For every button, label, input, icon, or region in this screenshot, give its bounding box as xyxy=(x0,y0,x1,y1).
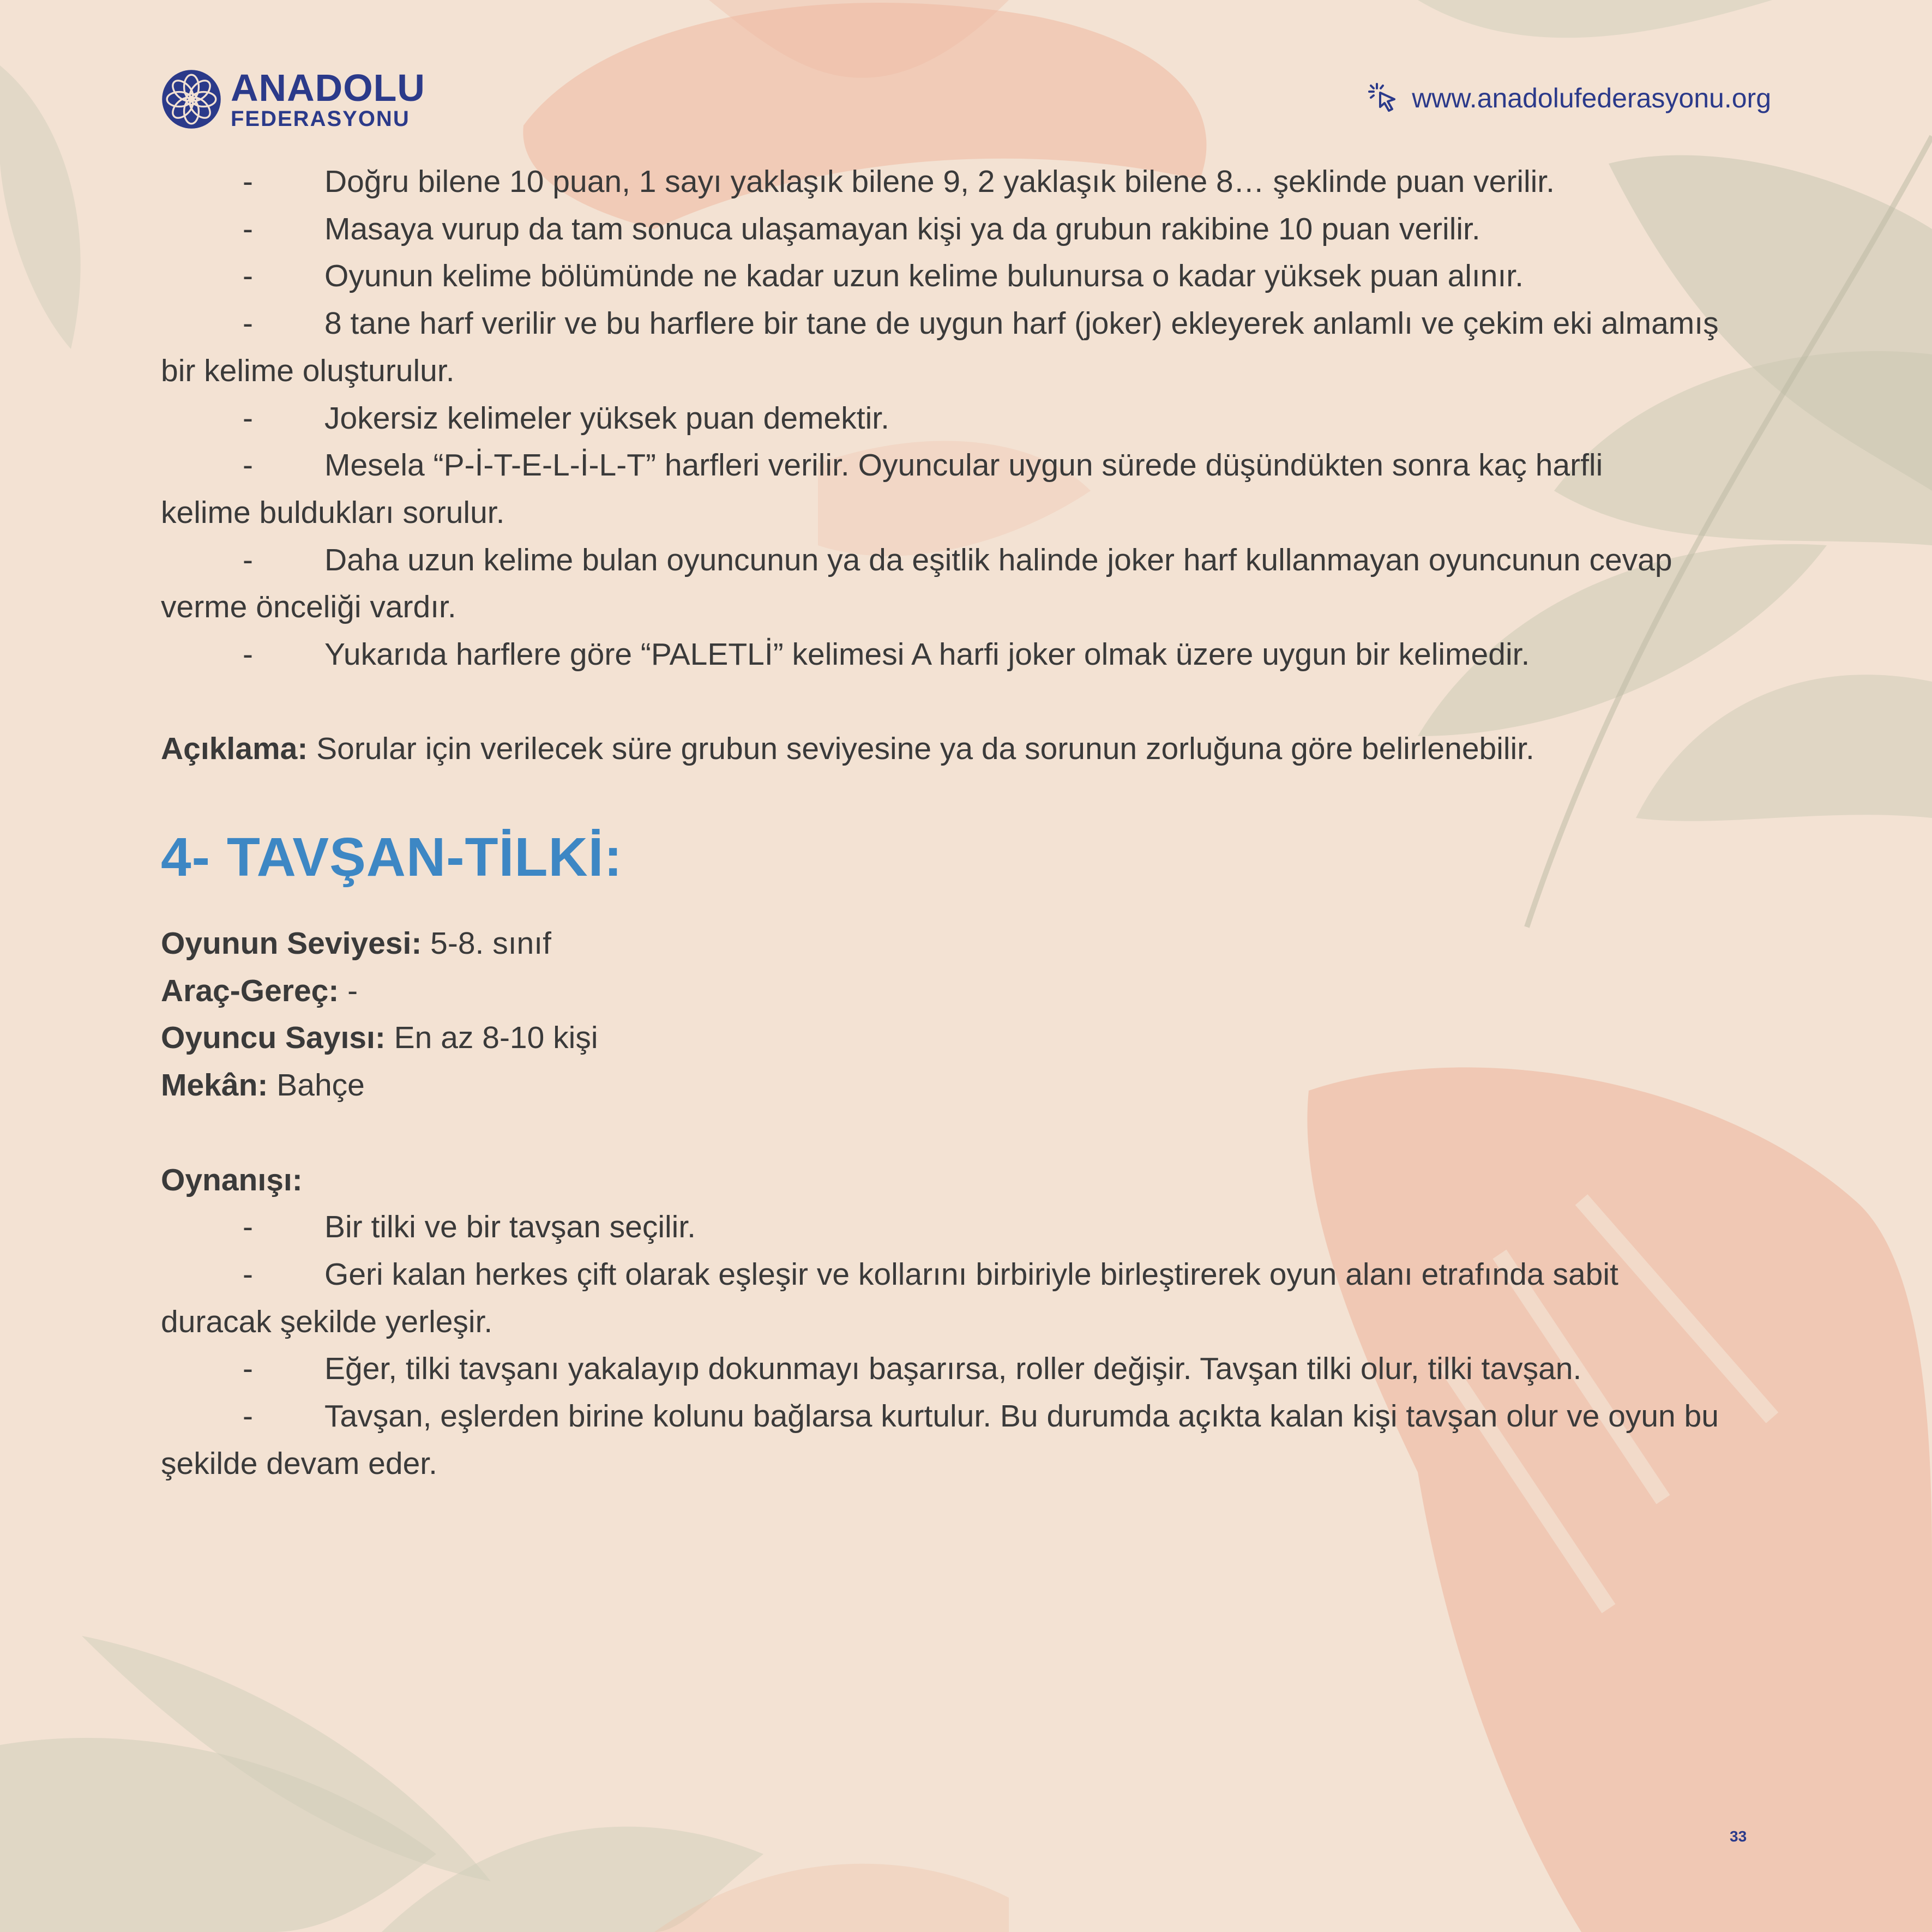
list-dash: - xyxy=(243,448,253,483)
list-item xyxy=(161,252,1775,300)
website-url[interactable]: www.anadolufederasyonu.org xyxy=(1412,83,1771,113)
info-value: Bahçe xyxy=(268,1068,365,1103)
info-row xyxy=(161,1014,1775,1062)
list-item xyxy=(161,395,1775,442)
list-dash: - xyxy=(243,1209,253,1245)
info-label: Araç-Gereç: xyxy=(161,973,339,1008)
logo-title: ANADOLU xyxy=(231,67,425,109)
list-dash: - xyxy=(243,637,253,672)
info-label: Oyuncu Sayısı: xyxy=(161,1020,386,1056)
list-item-continuation: duracak şekilde yerleşir. xyxy=(161,1304,493,1339)
spacer xyxy=(161,1109,1775,1157)
logo-subtitle: FEDERASYONU xyxy=(231,107,410,131)
list-item xyxy=(161,1393,1775,1487)
logo-emblem-icon xyxy=(161,69,222,130)
spacer xyxy=(161,678,1775,726)
list-item xyxy=(161,158,1775,206)
list-dash: - xyxy=(243,1351,253,1387)
list-item-text: Tavşan, eşlerden birine kolunu bağlarsa kurtulur. Bu durumda açıkta kalan kişi tavşan olur ve oyun bu xyxy=(324,1399,1719,1434)
info-value: En az 8-10 kişi xyxy=(385,1020,598,1056)
list-dash: - xyxy=(243,306,253,341)
list-dash: - xyxy=(243,164,253,199)
website-link[interactable] xyxy=(1367,81,1771,116)
list-item-text: Bir tilki ve bir tavşan seçilir. xyxy=(324,1209,696,1245)
list-dash: - xyxy=(243,258,253,294)
list-item-continuation: şekilde devam eder. xyxy=(161,1446,437,1481)
list-item-text: Eğer, tilki tavşanı yakalayıp dokunmayı başarırsa, roller değişir. Tavşan tilki olur, tilki tavşan. xyxy=(324,1351,1582,1387)
list-item-text: Doğru bilene 10 puan, 1 sayı yaklaşık bilene 9, 2 yaklaşık bilene 8… şeklinde puan verilir. xyxy=(324,164,1555,199)
list-item xyxy=(161,537,1775,631)
list-dash: - xyxy=(243,1399,253,1434)
explanation-text: Sorular için verilecek süre grubun seviyesine ya da sorunun zorluğuna göre belirlenebilir. xyxy=(308,731,1534,767)
list-item xyxy=(161,442,1775,536)
list-item-text: Yukarıda harflere göre “PALETLİ” kelimesi A harfi joker olmak üzere uygun bir kelimedir. xyxy=(324,637,1530,672)
list-dash: - xyxy=(243,211,253,246)
list-item-text: Jokersiz kelimeler yüksek puan demektir. xyxy=(324,400,889,436)
info-label: Mekân: xyxy=(161,1068,268,1103)
list-item-text: Geri kalan herkes çift olarak eşleşir ve kollarını birbiriyle birleştirerek oyun alanı etrafında sabit xyxy=(324,1256,1618,1292)
info-row xyxy=(161,920,1775,967)
list-item xyxy=(161,206,1775,253)
list-item xyxy=(161,1345,1775,1393)
list-dash: - xyxy=(243,1256,253,1292)
intro-bullet-list xyxy=(161,158,1775,678)
list-item-text: Mesela “P-İ-T-E-L-İ-L-T” harfleri verilir. Oyuncular uygun sürede düşündükten sonra kaç harfli xyxy=(324,448,1603,483)
cursor-click-icon xyxy=(1367,81,1402,116)
info-value: 5-8. sınıf xyxy=(422,926,551,961)
list-item xyxy=(161,631,1775,678)
list-item-continuation: verme önceliği vardır. xyxy=(161,589,456,625)
list-item xyxy=(161,1203,1775,1251)
page-number: 33 xyxy=(1730,1828,1747,1845)
info-row xyxy=(161,1062,1775,1109)
list-item xyxy=(161,1251,1775,1345)
list-dash: - xyxy=(243,400,253,436)
list-dash: - xyxy=(243,542,253,577)
gameplay-bullet-list xyxy=(161,1203,1775,1487)
explanation-note xyxy=(161,725,1775,773)
federation-logo[interactable] xyxy=(161,68,425,131)
list-item-text: Daha uzun kelime bulan oyuncunun ya da eşitlik halinde joker harf kullanmayan oyuncunun cevap xyxy=(324,542,1672,577)
game-info xyxy=(161,920,1775,1109)
info-row xyxy=(161,967,1775,1015)
gameplay-heading xyxy=(161,1157,1775,1204)
list-item-text: Masaya vurup da tam sonuca ulaşamayan kişi ya da grubun rakibine 10 puan verilir. xyxy=(324,211,1480,246)
info-value: - xyxy=(339,973,358,1008)
gameplay-label: Oynanışı: xyxy=(161,1162,303,1197)
explanation-label: Açıklama: xyxy=(161,731,308,767)
list-item-text: Oyunun kelime bölümünde ne kadar uzun kelime bulunursa o kadar yüksek puan alınır. xyxy=(324,258,1524,294)
list-item xyxy=(161,300,1775,394)
main-content xyxy=(161,158,1775,1487)
section-title: TAVŞAN-TİLKİ: xyxy=(226,827,623,888)
section-heading xyxy=(161,824,1775,890)
list-item-continuation: bir kelime oluşturulur. xyxy=(161,353,455,388)
list-item-continuation: kelime buldukları sorulur. xyxy=(161,495,505,530)
list-item-text: 8 tane harf verilir ve bu harflere bir tane de uygun harf (joker) ekleyerek anlamlı ve çekim eki almamış xyxy=(324,306,1719,341)
section-number: 4- xyxy=(161,827,210,888)
info-label: Oyunun Seviyesi: xyxy=(161,926,422,961)
